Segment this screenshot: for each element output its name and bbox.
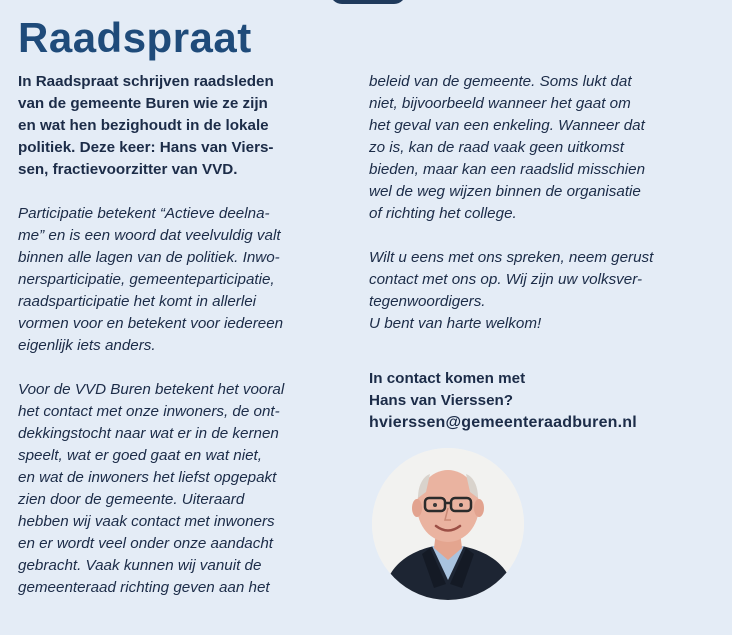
- body-paragraph-3: [369, 71, 719, 225]
- body-line: en wat de inwoners het liefst opgepakt: [18, 469, 277, 486]
- body-line: eigenlijk iets anders.: [18, 337, 156, 354]
- body-line: zien door de gemeente. Uiteraard: [18, 491, 245, 508]
- body-line: zo is, kan de raad vaak geen uitkomst: [369, 139, 624, 156]
- body-line: speelt, wat er goed gaat en wat niet,: [18, 447, 263, 464]
- intro-line: en wat hen bezighoudt in de lokale: [18, 117, 269, 134]
- body-line: gemeenteraad richting geven aan het: [18, 579, 270, 596]
- body-paragraph-1: [18, 203, 348, 357]
- body-line: dekkingstocht naar wat er in de kernen: [18, 425, 279, 442]
- intro-line: van de gemeente Buren wie ze zijn: [18, 95, 268, 112]
- body-line: bieden, maar kan een raadslid misschien: [369, 161, 646, 178]
- body-line: Wilt u eens met ons spreken, neem gerust: [369, 249, 654, 266]
- intro-paragraph: [18, 71, 348, 181]
- left-column: [18, 71, 348, 599]
- body-paragraph-2: [18, 379, 348, 599]
- contact-line: Hans van Vierssen?: [369, 392, 514, 409]
- body-line: binnen alle lagen van de politiek. Inwo-: [18, 249, 280, 266]
- body-line: hebben wij vaak contact met inwoners: [18, 513, 275, 530]
- body-line: beleid van de gemeente. Soms lukt dat: [369, 73, 632, 90]
- body-line: het geval van een enkeling. Wanneer dat: [369, 117, 645, 134]
- body-line: gebracht. Vaak kunnen wij vanuit de: [18, 557, 262, 574]
- portrait-illustration: [372, 448, 524, 600]
- intro-line: In Raadspraat schrijven raadsleden: [18, 73, 274, 90]
- body-line: of richting het college.: [369, 205, 517, 222]
- contact-email[interactable]: hvierssen@gemeenteraadburen.nl: [369, 414, 637, 431]
- body-line: raadsparticipatie het komt in allerlei: [18, 293, 257, 310]
- top-ornament: [330, 0, 406, 4]
- body-line: vormen voor en betekent voor iedereen: [18, 315, 284, 332]
- body-line: en er wordt veel onder onze aandacht: [18, 535, 273, 552]
- body-line: nersparticipatie, gemeenteparticipatie,: [18, 271, 275, 288]
- body-line: U bent van harte welkom!: [369, 315, 542, 332]
- body-line: niet, bijvoorbeeld wanneer het gaat om: [369, 95, 631, 112]
- portrait-photo: [372, 448, 524, 600]
- body-paragraph-4: [369, 247, 719, 335]
- body-line: me” en is een woord dat veelvuldig valt: [18, 227, 281, 244]
- body-line: het contact met onze inwoners, de ont-: [18, 403, 280, 420]
- contact-block: [369, 368, 637, 434]
- right-column: [369, 71, 719, 335]
- intro-line: sen, fractievoorzitter van VVD.: [18, 161, 238, 178]
- body-line: Voor de VVD Buren betekent het vooral: [18, 381, 285, 398]
- body-line: tegenwoordigers.: [369, 293, 486, 310]
- intro-line: politiek. Deze keer: Hans van Viers-: [18, 139, 274, 156]
- contact-line: In contact komen met: [369, 370, 526, 387]
- article-title: Raadspraat: [18, 14, 252, 61]
- body-line: wel de weg wijzen binnen de organisatie: [369, 183, 641, 200]
- body-line: contact met ons op. Wij zijn uw volksver-: [369, 271, 643, 288]
- body-line: Participatie betekent “Actieve deelna-: [18, 205, 270, 222]
